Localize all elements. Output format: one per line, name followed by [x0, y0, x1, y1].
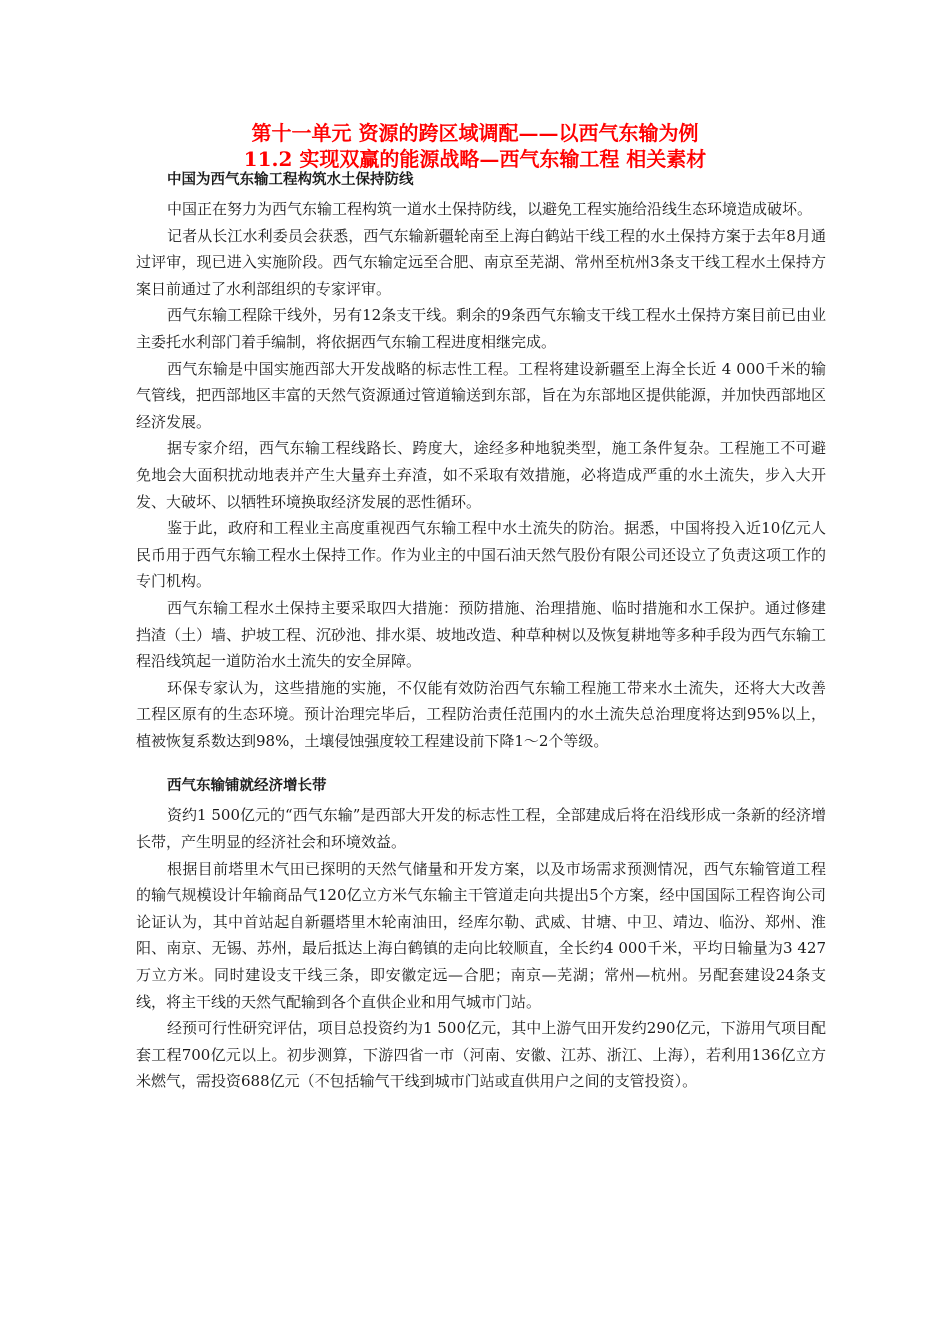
paragraph: 资约1 500亿元的“西气东输”是西部大开发的标志性工程，全部建成后将在沿线形成一条新的经济增长带，产生明显的经济社会和环境效益。	[136, 806, 826, 852]
paragraph: 西气东输工程水土保持主要采取四大措施：预防措施、治理措施、临时措施和水工保护。通过修建挡渣（土）墙、护坡工程、沉砂池、排水渠、坡地改造、种草种树以及恢复耕地等多种手段为西气东输工程沿线筑起一道防治水土流失的安全屏障。	[136, 598, 827, 671]
section-heading-soil-conservation: 中国为西气东输工程构筑水土保持防线	[167, 171, 414, 188]
paragraph: 西气东输工程除干线外，另有12条支干线。剩余的9条西气东输支干线工程水土保持方案目前已由业主委托水利部门着手编制，将依据西气东输工程进度相继完成。	[136, 306, 826, 351]
paragraph: 经预可行性研究评估，项目总投资约为1 500亿元，其中上游气田开发约290亿元，下游用气项目配套工程700亿元以上。初步测算，下游四省一市（河南、安徽、江苏、浙江、上海），若利用136亿立方米燃气，需投资688亿元（不包括输气干线到城市门站或直供用户之间的支管投资）。	[136, 1019, 826, 1091]
paragraph: 环保专家认为，这些措施的实施，不仅能有效防治西气东输工程施工带来水土流失，还将大大改善工程区原有的生态环境。预计治理完毕后，工程防治责任范围内的水土流失总治理度将达到95%以上，植被恢复系数达到98%，土壤侵蚀强度较工程建设前下降1～2个等级。	[136, 678, 826, 750]
paragraph: 记者从长江水利委员会获悉，西气东输新疆轮南至上海白鹤站干线工程的水土保持方案于去年8月通过评审，现已进入实施阶段。西气东输定远至合肥、南京至芜湖、常州至杭州3条支干线工程水土保持方案日前通过了水利部组织的专家评审。	[136, 226, 826, 298]
paragraph: 西气东输是中国实施西部大开发战略的标志性工程。工程将建设新疆至上海全长近 4 000千米的输气管线，把西部地区丰富的天然气资源通过管道输送到东部，旨在为东部地区提供能源，并加快西部地区经济发展。	[136, 359, 827, 431]
document-body	[136, 170, 826, 1095]
paragraph: 中国正在努力为西气东输工程构筑一道水土保持防线，以避免工程实施给沿线生态环境造成破坏。	[167, 200, 813, 218]
paragraph: 根据目前塔里木气田已探明的天然气储量和开发方案，以及市场需求预测情况，西气东输管道工程的输气规模设计年输商品气120亿立方米气东输主干管道走向共提出5个方案，经中国国际工程咨询公司论证认为，其中首站起自新疆塔里木轮南油田，经库尔勒、武威、甘塘、中卫、靖边、临汾、郑州、淮阳、南京、无锡、苏州，最后抵达上海白鹤镇的走向比较顺直，全长约4 000千米，平均日输量为3 427万立方米。同时建设支干线三条，即安徽定远—合肥；南京—芜湖；常州—杭州。另配套建设24条支线，将主干线的天然气配输到各个直供企业和用气城市门站。	[136, 859, 826, 1011]
section-heading-economic-belt: 西气东输铺就经济增长带	[167, 777, 327, 795]
paragraph: 据专家介绍，西气东输工程线路长、跨度大，途经多种地貌类型，施工条件复杂。工程施工不可避免地会大面积扰动地表并产生大量弃土弃渣，如不采取有效措施，必将造成严重的水土流失，步入大开发、大破坏、以牺牲环境换取经济发展的恶性循环。	[136, 439, 826, 511]
paragraph: 鉴于此，政府和工程业主高度重视西气东输工程中水土流失的防治。据悉，中国将投入近10亿元人民币用于西气东输工程水土保持工作。作为业主的中国石油天然气股份有限公司还设立了负责这项工作的专门机构。	[136, 519, 827, 591]
title-block	[0, 120, 950, 172]
lesson-title: 11.2 实现双赢的能源战略—西气东输工程 相关素材	[243, 147, 707, 171]
unit-title: 第十一单元 资源的跨区域调配——以西气东输为例	[251, 121, 699, 145]
